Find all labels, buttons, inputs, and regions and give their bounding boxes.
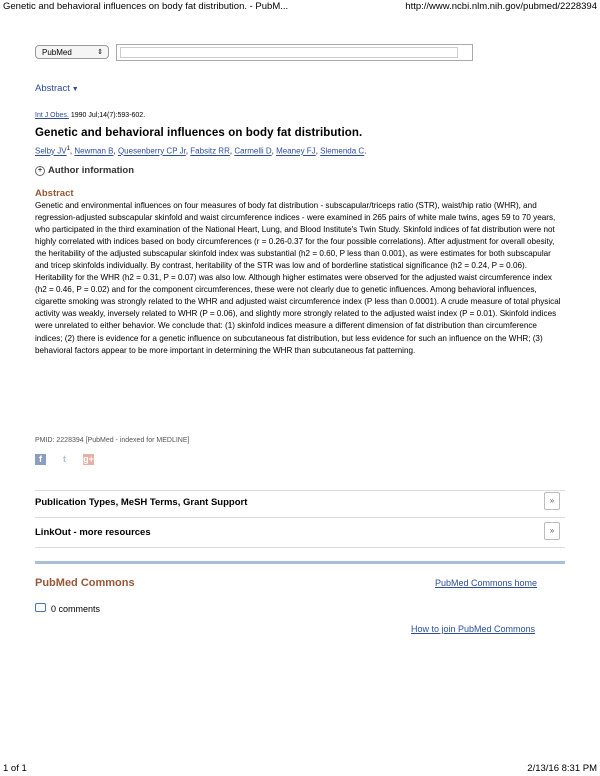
- print-footer-timestamp: 2/13/16 8:31 PM: [527, 763, 597, 774]
- format-dropdown[interactable]: [35, 83, 79, 94]
- author-link[interactable]: Quesenberry CP Jr: [117, 146, 186, 156]
- article-title: Genetic and behavioral influences on body fat distribution.: [35, 127, 363, 139]
- author-link[interactable]: Newman B: [74, 146, 114, 156]
- author-link[interactable]: Fabsitz RR: [190, 146, 230, 156]
- author-information-label: Author information: [48, 165, 135, 176]
- database-select[interactable]: [35, 45, 109, 59]
- google-plus-icon[interactable]: g+: [83, 454, 94, 464]
- select-arrows-icon: ⇕: [97, 49, 103, 56]
- journal-link[interactable]: Int J Obes.: [35, 112, 69, 119]
- share-buttons: [35, 454, 107, 472]
- divider: [35, 517, 565, 518]
- divider: [35, 547, 565, 548]
- author-link[interactable]: Carmelli D: [234, 146, 272, 156]
- format-dropdown-label: Abstract: [35, 83, 70, 94]
- print-footer-page: 1 of 1: [3, 763, 27, 774]
- expand-icon[interactable]: »: [544, 492, 560, 510]
- facebook-icon[interactable]: f: [35, 454, 46, 465]
- divider: [35, 490, 565, 491]
- publication-types-section[interactable]: Publication Types, MeSH Terms, Grant Support: [35, 497, 248, 508]
- print-header-title: Genetic and behavioral influences on body fat distribution. - PubM...: [3, 1, 289, 12]
- expand-icon[interactable]: »: [544, 522, 560, 540]
- pmid-line: PMID: 2228394 [PubMed - indexed for MEDLINE]: [35, 437, 190, 444]
- linkout-section[interactable]: LinkOut - more resources: [35, 527, 151, 538]
- expand-plus-icon: +: [35, 166, 45, 176]
- commons-home-link[interactable]: PubMed Commons home: [435, 578, 538, 588]
- citation-details: 1990 Jul;14(7):593-602.: [70, 112, 146, 119]
- search-input-field[interactable]: [120, 47, 458, 58]
- author-link[interactable]: Slemenda C: [320, 146, 365, 156]
- author-list: Selby $JV^1$, Newman B, Quesenberry CP Jr, Fabsitz RR, Carmelli D, Meaney FJ, Slemenda C.: [35, 146, 367, 156]
- author-link[interactable]: Selby JV: [35, 146, 67, 156]
- commons-heading: PubMed Commons: [35, 577, 135, 589]
- comments-count[interactable]: [35, 603, 100, 614]
- author-affiliation-mark: 1: [66, 146, 70, 152]
- citation-line: [35, 112, 145, 119]
- abstract-heading: Abstract: [35, 188, 74, 199]
- comments-label: 0 comments: [51, 604, 101, 614]
- comment-bubble-icon: [35, 603, 46, 612]
- commons-rule: [35, 561, 565, 564]
- print-header-url: http://www.ncbi.nlm.nih.gov/pubmed/2228394: [405, 1, 597, 12]
- join-commons-link[interactable]: How to join PubMed Commons: [411, 624, 536, 634]
- database-select-value: PubMed: [42, 48, 72, 57]
- caret-down-icon: ▼: [69, 86, 79, 93]
- abstract-text: Genetic and environmental influences on four measures of body fat distribution - subscapular/triceps ratio (STR), waist/hip ratio (WHR), and regression-adjusted subscapular skinfold and waist circumference indices - were examined in 265 pairs of white male twins, ages 59 to 70 years, who participated in the third examination of the National Heart, Lung, and Blood Institute's Twin Study. Skinfold indices of fat distribution were not highly correlated with indices based on body circumferences (r = 0.26-0.37 for the four possible correlations). After adjustment for overall obesity, the heritability of the adjusted subscapular skinfold index was substantial (h2 = 0.60, P less than 0.001), as were estimates for both subscapular and tricep skinfolds individually. By contrast, heritability of the STR was low and of borderline statistical significance (h2 = 0.24, P = 0.06). Heritability for the WHR (h2 = 0.31, P = 0.07) was also low. Although higher estimates were observed for the adjusted waist circumference index (h2 = 0.46, P = 0.02) and for the component circumferences, these were not clearly due to genetic influences. Among behavioral influences, cigarette smoking was strongly related to the WHR and adjusted waist circumference index (P less than 0.0001). A crude measure of total physical activity was weakly, inversely related to WHR (P = 0.06), and slightly more strongly related to the adjusted waist index (P = 0.01). Skinfold indices were unrelated to either behavior. We conclude that: (1) skinfold indices measure a different dimension of fat distribution than circumference indices; (2) there is evidence for a genetic influence on subcutaneous fat distribution, but less evidence for such an influence on the WHR; (3) behavioral factors appear to be more important in determining the WHR than subcutaneous fat patterning.: [35, 201, 561, 355]
- author-link[interactable]: Meaney FJ: [276, 146, 316, 156]
- twitter-icon[interactable]: t: [63, 454, 66, 464]
- search-input[interactable]: [116, 44, 473, 61]
- author-information-toggle[interactable]: [35, 165, 134, 176]
